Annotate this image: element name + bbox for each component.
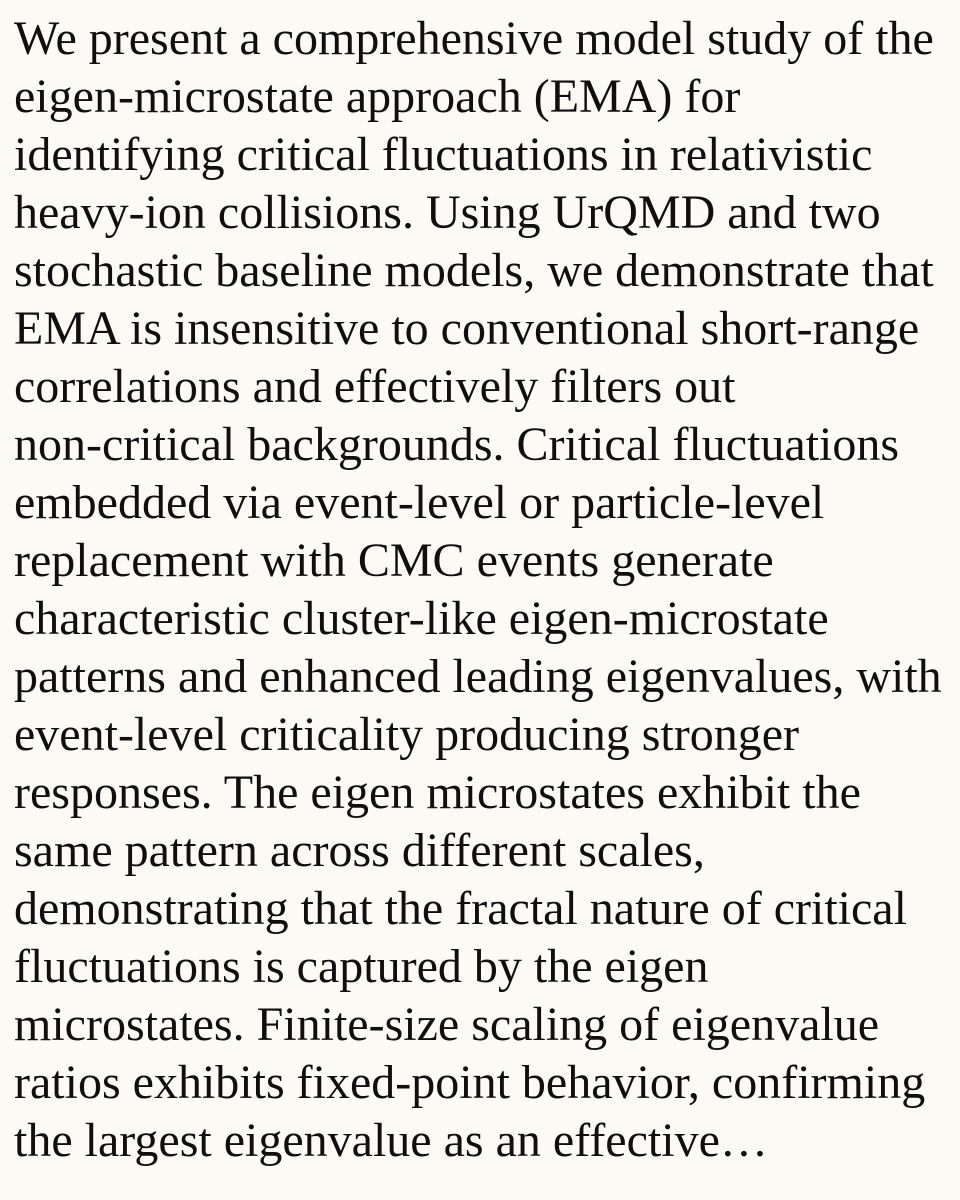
abstract-line: ratios exhibits fixed-point behavior, confirming — [14, 1056, 926, 1109]
abstract-line: responses. The eigen microstates exhibit the — [14, 766, 861, 819]
abstract-line: non-critical backgrounds. Critical fluctuations — [14, 418, 900, 471]
abstract-line: microstates. Finite-size scaling of eigenvalue — [14, 998, 880, 1051]
abstract-line: heavy-ion collisions. Using UrQMD and two — [14, 186, 881, 239]
abstract-text — [14, 10, 946, 1170]
abstract-line: identifying critical fluctuations in relativistic — [14, 128, 873, 181]
abstract-line: event-level criticality producing stronger — [14, 708, 800, 761]
abstract-line: patterns and enhanced leading eigenvalues, with — [14, 650, 942, 703]
abstract-line: eigen-microstate approach (EMA) for — [14, 70, 741, 123]
abstract-line: replacement with CMC events generate — [14, 534, 774, 587]
abstract-line: We present a comprehensive model study of the — [14, 12, 934, 65]
abstract-line: stochastic baseline models, we demonstrate that — [14, 244, 934, 297]
abstract-line: EMA is insensitive to conventional short-range — [14, 302, 920, 355]
abstract-line: correlations and effectively filters out — [14, 360, 736, 413]
abstract-line: fluctuations is captured by the eigen — [14, 940, 709, 993]
abstract-line: embedded via event-level or particle-level — [14, 476, 825, 529]
abstract-line: demonstrating that the fractal nature of critical — [14, 882, 907, 935]
abstract-line: same pattern across different scales, — [14, 824, 705, 877]
abstract-line: characteristic cluster-like eigen-microstate — [14, 592, 829, 645]
abstract-line: the largest eigenvalue as an effective… — [14, 1114, 768, 1167]
